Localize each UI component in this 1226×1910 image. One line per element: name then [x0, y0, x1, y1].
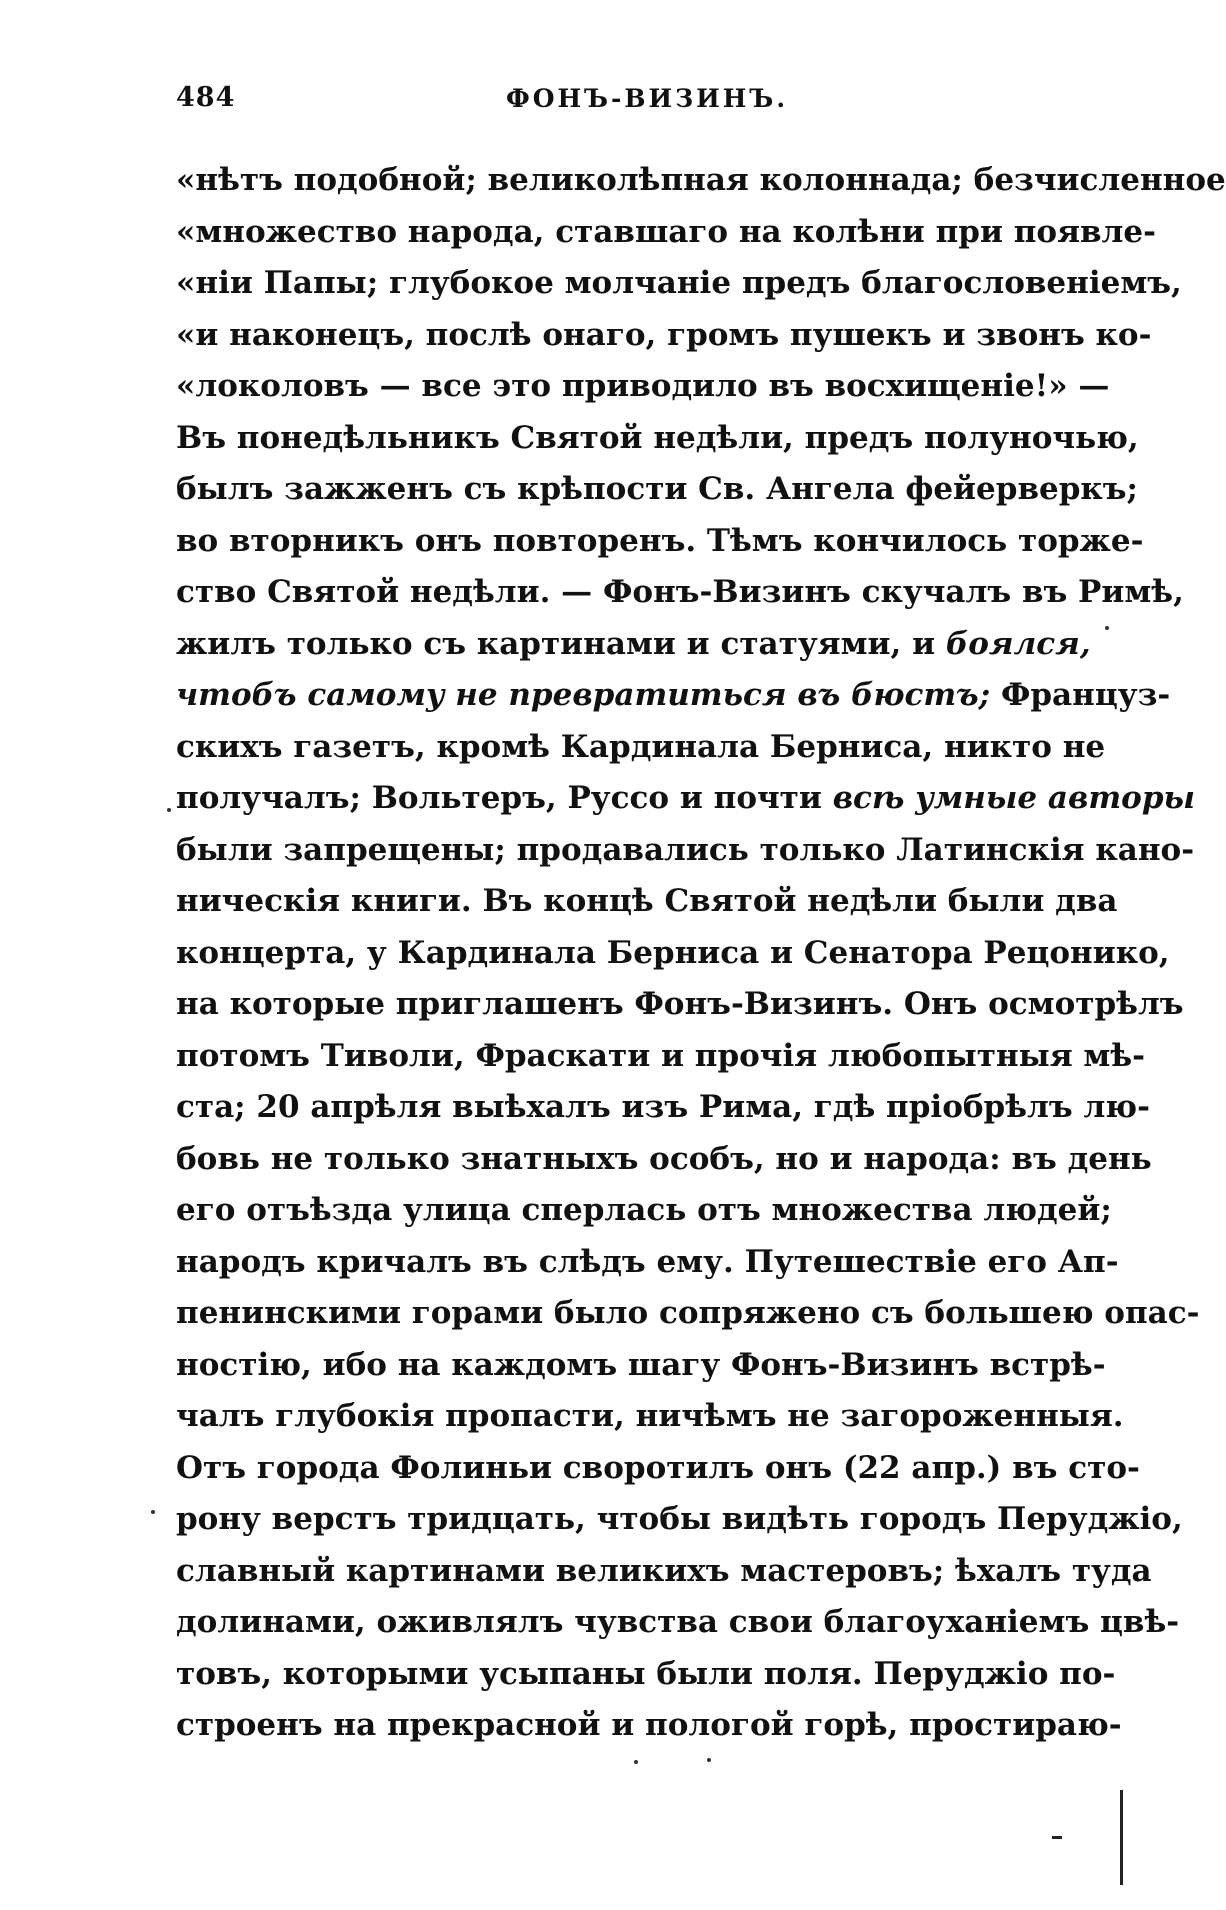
italic-phrase: боялся, [945, 625, 1091, 662]
text-line: ническія книги. Въ концѣ Святой недѣли были два [176, 883, 1118, 919]
text-line: бовь не только знатныхъ особъ, но и народа: въ день [176, 1140, 1152, 1177]
body-text [176, 155, 1226, 1752]
margin-rule-mark [1120, 1790, 1123, 1885]
text-line: товъ, которыми усыпаны были поля. Перуджіо по- [176, 1655, 1116, 1692]
italic-phrase: всѣ умные авторы [832, 780, 1196, 816]
scan-speck [151, 1510, 155, 1514]
text-line: скихъ газетъ, кромѣ Кардинала Берниса, никто не [176, 728, 1106, 765]
text-line [176, 773, 1196, 825]
text-segment: жилъ только съ картинами и статуями, и [176, 625, 946, 662]
text-line: во вторникъ онъ повторенъ. Тѣмъ кончилось торже- [176, 522, 1144, 559]
text-line: ство Святой недѣли. — Фонъ-Визинъ скучалъ въ Римѣ, [176, 574, 1184, 610]
text-line: рону верстъ тридцать, чтобы видѣть городъ Перуджіо, [176, 1501, 1183, 1537]
text-line: Отъ города Фолиньи своротилъ онъ (22 апр.) въ сто- [176, 1449, 1140, 1486]
text-line: «множество народа, ставшаго на колѣни при появле- [176, 213, 1156, 250]
text-line: чалъ глубокія пропасти, ничѣмъ не загороженныя. [176, 1398, 1124, 1434]
text-line: былъ зажженъ съ крѣпости Св. Ангела фейерверкъ; [176, 471, 1138, 507]
text-line: концерта, у Кардинала Берниса и Сенатора Рецонико, [176, 934, 1170, 971]
page-number: 484 [176, 82, 236, 113]
text-line: потомъ Тиволи, Фраскати и прочія любопытныя мѣ- [176, 1037, 1145, 1074]
text-line: были запрещены; продавались только Латинскія кано- [176, 831, 1195, 868]
scan-speck [1105, 626, 1109, 630]
running-head [176, 82, 1076, 122]
text-line: ностію, ибо на каждомъ шагу Фонъ-Визинъ встрѣ- [176, 1346, 1106, 1383]
text-line: славный картинами великихъ мастеровъ; ѣхалъ туда [176, 1552, 1152, 1589]
scan-speck [167, 808, 171, 812]
text-line: «локоловъ — все это приводило въ восхищеніе!» — [176, 368, 1110, 404]
text-line: народъ кричалъ въ слѣдъ ему. Путешествіе его Ап- [176, 1243, 1119, 1280]
text-line: пенинскими горами было сопряжено съ большею опас- [176, 1295, 1200, 1331]
text-line [176, 619, 1091, 671]
italic-phrase: чтобъ самому не превратиться въ бюстъ; [176, 677, 991, 713]
text-line: «ніи Папы; глубокое молчаніе предъ благословеніемъ, [176, 265, 1182, 301]
text-line: строенъ на прекрасной и пологой горѣ, простираю- [176, 1707, 1122, 1743]
text-line: «и наконецъ, послѣ онаго, громъ пушекъ и звонъ ко- [176, 316, 1152, 353]
margin-dash-mark [1052, 1836, 1062, 1839]
text-line: Въ понедѣльникъ Святой недѣли, предъ полуночью, [176, 419, 1139, 456]
text-line: долинами, оживлялъ чувства свои благоуханіемъ цвѣ- [176, 1604, 1180, 1640]
text-segment: Француз- [990, 677, 1171, 713]
text-line: ста; 20 апрѣля выѣхалъ изъ Рима, гдѣ пріобрѣлъ лю- [176, 1089, 1150, 1125]
scan-speck [634, 1760, 638, 1764]
text-line [176, 670, 1171, 722]
text-line: на которые приглашенъ Фонъ-Визинъ. Онъ осмотрѣлъ [176, 986, 1184, 1022]
text-line: «нѣтъ подобной; великолѣпная колоннада; безчисленное [176, 162, 1226, 198]
running-title: ФОНЪ-ВИЗИНЪ. [506, 84, 789, 113]
text-segment: получалъ; Вольтеръ, Руссо и почти [176, 780, 833, 816]
text-line: его отъѣзда улица сперлась отъ множества людей; [176, 1192, 1112, 1228]
scan-speck [707, 1758, 711, 1762]
